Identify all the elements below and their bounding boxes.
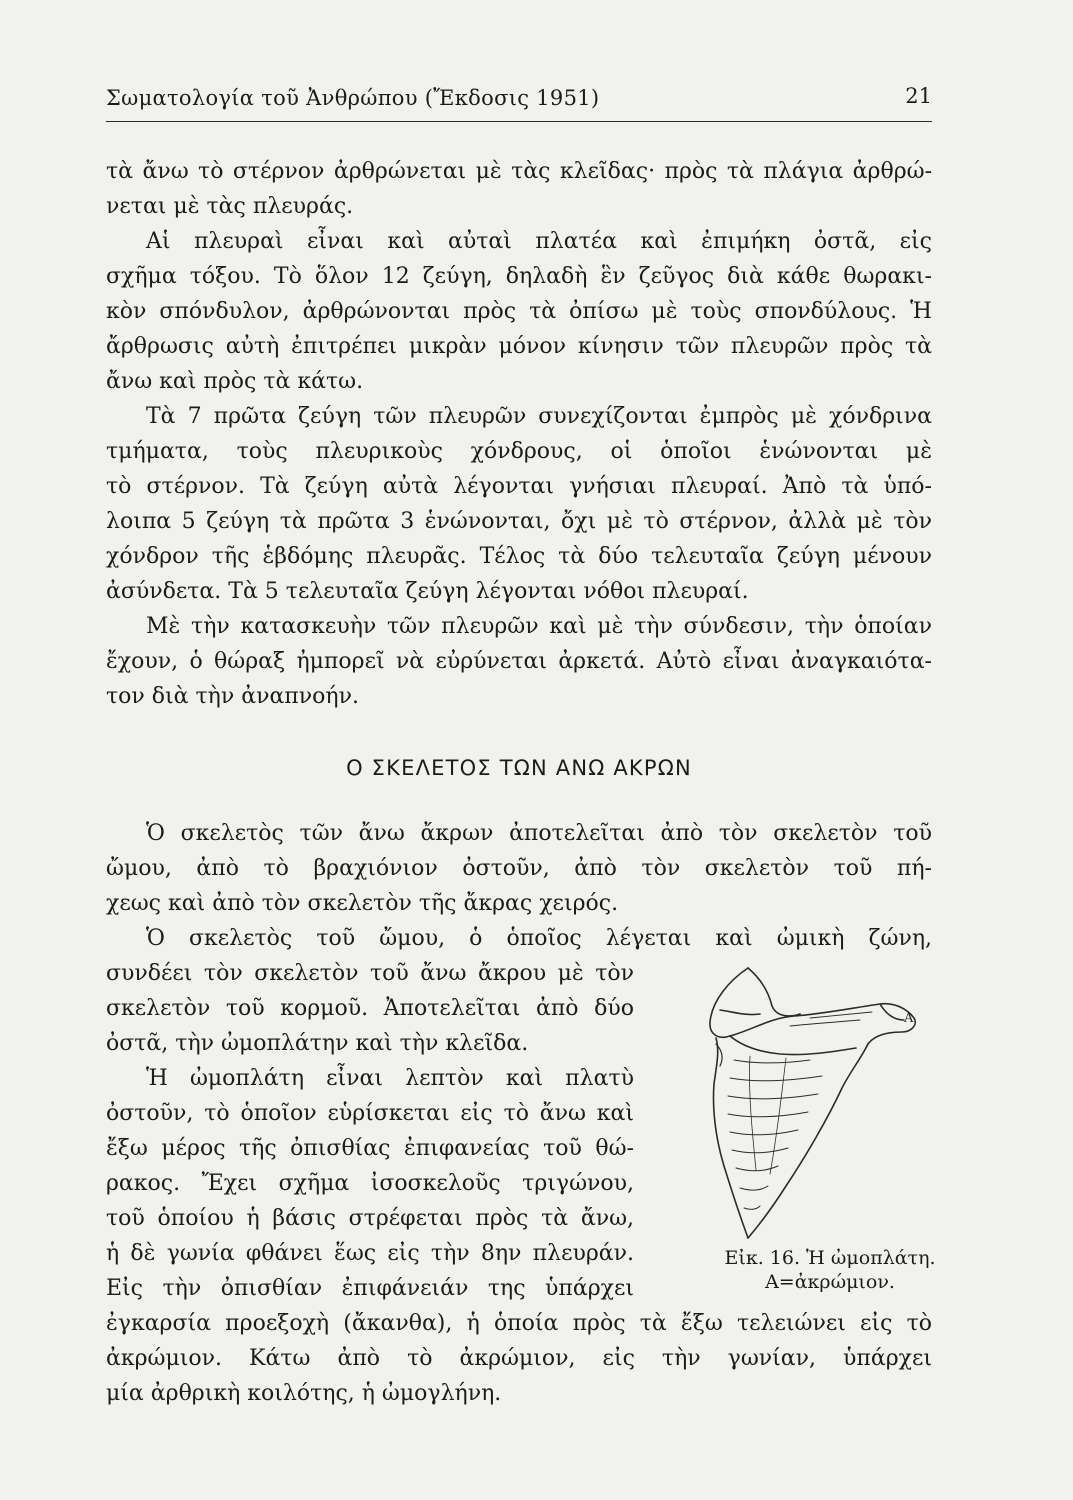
text-line: Ὁ σκελετὸς τοῦ ὤμου, ὁ ὁποῖος λέγεται καὶ ὠμικὴ ζώνη, [146,926,932,951]
text-line: ἄρθρωσις αὐτὴ ἐπιτρέπει μικρὰν μόνον κίνησιν τῶν πλευρῶν πρὸς τὰ [106,334,932,359]
text-line: ἄνω καὶ πρὸς τὰ κάτω. [106,369,364,394]
text-line: τὸ στέρνον. Τὰ ζεύγη αὐτὰ λέγονται γνήσιαι πλευραί. Ἀπὸ τὰ ὑπό- [106,474,932,499]
text-line: Ὁ σκελετὸς τῶν ἄνω ἄκρων ἀποτελεῖται ἀπὸ τὸν σκελετὸν τοῦ [146,821,932,846]
caption-title: Εἰκ. 16. Ἡ ὠμοπλάτη. [724,1247,936,1269]
text-line: ὀστᾶ, τὴν ὠμοπλάτην καὶ τὴν κλεῖδα. [106,1031,529,1056]
text-line: λοιπα 5 ζεύγη τὰ πρῶτα 3 ἑνώνονται, ὄχι μὲ τὸ στέρνον, ἀλλὰ μὲ τὸν [106,509,932,534]
text-block-upper-limb [106,816,932,956]
text-line: τοῦ ὁποίου ἡ βάσις στρέφεται πρὸς τὰ ἄνω, [106,1206,634,1231]
text-line: ἐγκαρσία προεξοχὴ (ἄκανθα), ἡ ὁποία πρὸς τὰ ἔξω τελειώνει εἰς τὸ [106,1311,932,1336]
text-line: τον διὰ τὴν ἀναπνοήν. [106,684,359,709]
acromion-label: A [904,1011,914,1026]
running-title: Σωματολογία τοῦ Ἀνθρώπου (Ἔκδοσις 1951) [106,86,600,110]
text-line: σκελετὸν τοῦ κορμοῦ. Ἀποτελεῖται ἀπὸ δύο [106,996,634,1021]
text-line: Τὰ 7 πρῶτα ζεύγη τῶν πλευρῶν συνεχίζονται ἐμπρὸς μὲ χόνδρινα [146,404,932,429]
scapula-illustration-icon [690,960,930,1250]
text-line: συνδέει τὸν σκελετὸν τοῦ ἄνω ἄκρου μὲ τὸν [106,961,634,986]
text-line: νεται μὲ τὰς πλευράς. [106,194,354,219]
header-rule [106,121,932,122]
text-block-ribs [106,154,932,714]
scapula-figure [690,960,930,1250]
figure-caption [700,1246,960,1294]
text-line: ἔχουν, ὁ θώραξ ἠμπορεῖ νὰ εὐρύνεται ἀρκετά. Αὐτὸ εἶναι ἀναγκαιότα- [106,649,932,674]
text-line: ὤμου, ἀπὸ τὸ βραχιόνιον ὀστοῦν, ἀπὸ τὸν σκελετὸν τοῦ πή- [106,856,932,881]
caption-legend: Α=ἀκρώμιον. [765,1271,895,1293]
text-line: ἡ δὲ γωνία φθάνει ἕως εἰς τὴν 8ην πλευράν. [106,1241,634,1266]
text-line: ἀσύνδετα. Τὰ 5 τελευταῖα ζεύγη λέγονται νόθοι πλευραί. [106,579,749,604]
page-number: 21 [905,84,932,108]
text-line: κὸν σπόνδυλον, ἀρθρώνονται πρὸς τὰ ὀπίσω μὲ τοὺς σπονδύλους. Ἡ [106,299,932,324]
text-line: μία ἀρθρικὴ κοιλότης, ἡ ὠμογλήνη. [106,1381,502,1406]
running-head [106,86,932,116]
text-line: Αἱ πλευραὶ εἶναι καὶ αὐταὶ πλατέα καὶ ἐπιμήκη ὀστᾶ, εἰς [146,229,932,254]
text-line: Ἡ ὠμοπλάτη εἶναι λεπτὸν καὶ πλατὺ [146,1066,634,1091]
text-line: Μὲ τὴν κατασκευὴν τῶν πλευρῶν καὶ μὲ τὴν σύνδεσιν, τὴν ὁποίαν [146,614,932,639]
text-line: χόνδρον τῆς ἑβδόμης πλευρᾶς. Τέλος τὰ δύο τελευταῖα ζεύγη μένουν [106,544,932,569]
text-block-scapula [106,956,634,1306]
text-line: ὀστοῦν, τὸ ὁποῖον εὑρίσκεται εἰς τὸ ἄνω καὶ [106,1101,634,1126]
text-line: Εἰς τὴν ὀπισθίαν ἐπιφάνειάν της ὑπάρχει [106,1276,634,1301]
text-line: σχῆμα τόξου. Τὸ ὅλον 12 ζεύγη, δηλαδὴ ἓν ζεῦγος διὰ κάθε θωρακι- [106,264,932,289]
text-line: τὰ ἄνω τὸ στέρνον ἀρθρώνεται μὲ τὰς κλεῖδας· πρὸς τὰ πλάγια ἀρθρώ- [106,159,932,184]
text-line: ἔξω μέρος τῆς ὀπισθίας ἐπιφανείας τοῦ θώ- [106,1136,634,1161]
text-line: ρακος. Ἔχει σχῆμα ἰσοσκελοῦς τριγώνου, [106,1171,634,1196]
section-heading: Ο ΣΚΕΛΕΤΟΣ ΤΩΝ ΑΝΩ ΑΚΡΩΝ [346,756,692,780]
text-line: ἀκρώμιον. Κάτω ἀπὸ τὸ ἀκρώμιον, εἰς τὴν γωνίαν, ὑπάρχει [106,1346,932,1371]
text-block-acromion [106,1306,932,1411]
text-line: χεως καὶ ἀπὸ τὸν σκελετὸν τῆς ἄκρας χειρός. [106,891,619,916]
text-line: τμήματα, τοὺς πλευρικοὺς χόνδρους, οἱ ὁποῖοι ἑνώνονται μὲ [106,439,932,464]
